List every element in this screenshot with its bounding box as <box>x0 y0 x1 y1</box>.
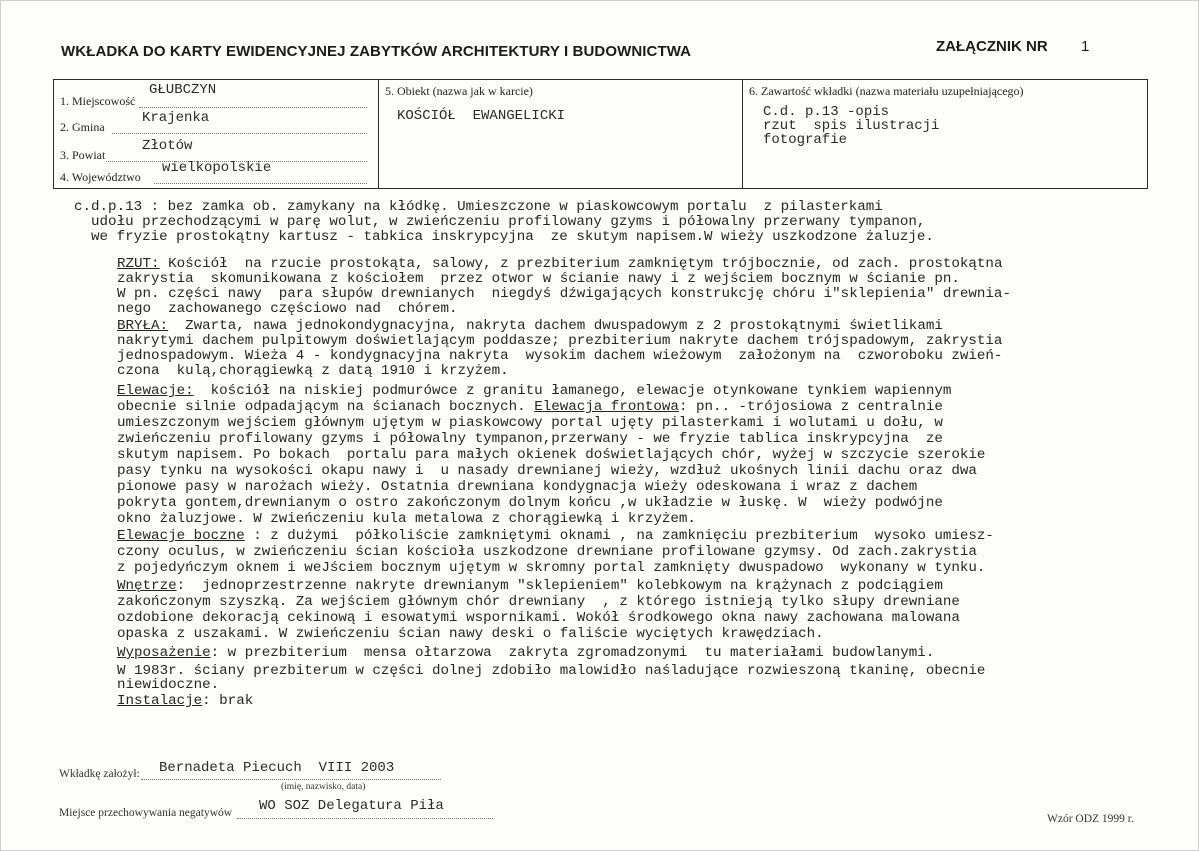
obiekt-value: KOŚCIÓŁ EWANGELICKI <box>397 108 566 124</box>
object-box <box>378 79 742 189</box>
zawartosc-line-1: C.d. p.13 -opis <box>763 104 890 120</box>
body-line <box>117 384 951 399</box>
dotted-line <box>139 107 367 108</box>
body-line: we fryzie prostokątny kartusz - tabkica inskrypcyjna ze skutym napisem.W wieży uszkodzone żaluzje. <box>74 229 934 245</box>
body-line <box>117 319 943 334</box>
section-heading-instalacje: Instalacje <box>117 693 203 709</box>
body-line: z pojedyńczym oknem i weJściem bocznym ujętym w skromny portal zamknięty dwuspadowo wykonany w tynku. <box>117 560 986 576</box>
body-line: c.d.p.13 : bez zamka ob. zamykany na kłódkę. Umieszczone w piaskowcowym portalu z pilasterkami <box>74 199 883 215</box>
body-line: zakończonym szyszką. Za wejściem głównym chór drewniany , z którego istnieją tylko słupy drewniane <box>117 594 960 610</box>
wojewodztwo-label: 4. Województwo <box>60 170 141 184</box>
zawartosc-line-2: rzut spis ilustracji <box>763 118 940 134</box>
author-value: Bernadeta Piecuch VIII 2003 <box>159 760 395 776</box>
section-heading-wnetrze: Wnętrze <box>117 578 177 594</box>
body-text: obecnie silnie odpadającym na ścianach bocznych. <box>117 399 535 415</box>
body-text: Zwarta, nawa jednokondygnacyjna, nakryta dachem dwuspadowym z 2 prostokątnymi świetlikami <box>168 318 943 334</box>
section-heading-rzut: RZUT: <box>117 256 160 272</box>
body-line: zwieńczeniu profilowany gzyms i półowalny tympanon,przerwany - we fryzie tablica inskrypcyjna ze <box>117 431 943 447</box>
body-line: czony oculus, w zwieńczeniu ścian kościoła uszkodzone drewniane profilowane gzymsy. Od zach.zakrystia <box>117 544 977 560</box>
section-heading-bryla: BRYŁA: <box>117 318 169 334</box>
page-title: WKŁADKA DO KARTY EWIDENCYJNEJ ZABYTKÓW ARCHITEKTURY I BUDOWNICTWA <box>61 43 692 60</box>
body-line <box>117 257 1002 272</box>
form-version: Wzór ODZ 1999 r. <box>1047 813 1134 825</box>
body-text: Kościół na rzucie prostokąta, salowy, z prezbiterium zamkniętym trójbocznie, od zach. prostokątna <box>159 256 1003 272</box>
dotted-line <box>237 818 493 819</box>
body-line: W 1983r. ściany prezbiterum w części dolnej zdobiło malowidło naśladujące rozwieszoną tkaninę, obecnie <box>117 663 986 679</box>
body-text: : z dużymi półkoliście zamkniętymi oknami , na zamknięciu prezbiterium wysoko umiesz- <box>244 528 994 544</box>
body-line: W pn. części nawy para słupów drewnianych niegdyś dźwigających konstrukcję chóru i"sklepienia" drewnia- <box>117 286 1011 302</box>
body-text: kościół na niskiej podmurówce z granitu łamanego, elewacje otynkowane tynkiem wapiennym <box>193 383 952 399</box>
body-line <box>117 694 253 709</box>
obiekt-label: 5. Obiekt (nazwa jak w karcie) <box>385 84 533 98</box>
body-text: : brak <box>202 693 254 709</box>
section-heading-elewacja-frontowa: Elewacja frontowa <box>534 399 679 415</box>
section-heading-elewacje: Elewacje: <box>117 383 194 399</box>
body-line: czona kulą,chorągiewką z datą 1910 i krzyżem. <box>117 363 509 379</box>
storage-value: WO SOZ Delegatura Piła <box>259 798 444 814</box>
attachment-number: 1 <box>1081 38 1090 55</box>
dotted-line <box>154 183 367 184</box>
section-heading-elewacje-boczne: Elewacje boczne <box>117 528 245 544</box>
contents-box <box>742 79 1148 189</box>
body-line: nakrytymi dachem pulpitowym doświetlającym poddasze; prezbiterium nakryte dachem trójspadowym, zakrystia <box>117 333 1003 349</box>
body-line: skutym napisem. Po bokach portalu para małych okienek doświetlających chór, wyżej w szczycie szerokie <box>117 447 986 463</box>
body-line: zakrystia skomunikowana z kościołem przez otwor w ścianie nawy i z wejściem bocznym w ścianie pn. <box>117 271 960 287</box>
section-heading-wyposazenie: Wyposażenie <box>117 645 211 661</box>
body-line: pasy tynku na wysokości okapu nawy i u nasady drewnianej wieży, wzdłuż ukośnych linii dachu oraz dwa <box>117 463 977 479</box>
body-line: okno żaluzjowe. W zwieńczeniu kula metalowa z chorągiewką i krzyżem. <box>117 511 696 527</box>
powiat-value: Złotów <box>142 138 193 154</box>
dotted-line <box>112 133 367 134</box>
storage-label: Miejsce przechowywania negatywów <box>59 807 233 819</box>
wojewodztwo-value: wielkopolskie <box>162 160 272 176</box>
zawartosc-label: 6. Zawartość wkładki (nazwa materiału uzupełniającego) <box>749 84 1024 98</box>
body-line: pokryta gontem,drewnianym o ostro zakończonym dolnym końcu ,w układzie w łuskę. W wieży podwójne <box>117 495 943 511</box>
body-line <box>117 579 943 594</box>
body-line: niewidoczne. <box>117 677 220 693</box>
powiat-label: 3. Powiat <box>60 148 106 162</box>
body-line: umieszczonym wejściem głównym ujętym w piaskowcowy portal ujęty pilasterkami i wolutami u dołu, w <box>117 415 943 431</box>
body-line: opaska z uszakami. W zwieńczeniu ścian nawy deski o faliście wyciętych krawędziach. <box>117 626 824 642</box>
body-line: jednospadowym. Wieża 4 - kondygnacyjna nakryta wysokim dachem wieżowym założonym na czworoboku zwień- <box>117 348 1003 364</box>
location-box <box>53 79 378 189</box>
body-line: pionowe pasy w narożach wieży. Ostatnia drewniana kondygnacja wieży odeskowana i wraz z dachem <box>117 479 918 495</box>
dotted-line <box>141 779 441 780</box>
body-text: : w prezbiterium mensa ołtarzowa zakryta zgromadzonymi tu materiałami budowlanymi. <box>210 645 935 661</box>
body-line: nego zachowanego częściowo nad chórem. <box>117 301 458 317</box>
body-line: ozdobione dekoracją cekinową i esowatymi wspornikami. Wokół środkowego okna nawy zachowana malowana <box>117 610 960 626</box>
zawartosc-line-3: fotografie <box>763 132 848 148</box>
body-line <box>117 646 934 661</box>
miejscowosc-label: 1. Miejscowość <box>60 94 136 108</box>
body-line <box>117 529 994 544</box>
body-line: udołu przechodzącymi w parę wolut, w zwieńczeniu profilowany gzyms i półowalny przerwany tympanon, <box>74 214 926 230</box>
miejscowosc-value: GŁUBCZYN <box>149 82 217 98</box>
body-text: : jednoprzestrzenne nakryte drewnianym "sklepieniem" kolebkowym na krążynach z podciągiem <box>176 578 943 594</box>
author-label: Wkładkę założył: <box>59 768 140 780</box>
body-text: : pn.. -trójosiowa z centralnie <box>678 399 943 415</box>
gmina-label: 2. Gmina <box>60 120 105 134</box>
attachment-label: ZAŁĄCZNIK NR <box>936 38 1048 55</box>
author-sublabel: (imię, nazwisko, data) <box>281 782 366 792</box>
body-line <box>117 400 943 415</box>
gmina-value: Krajenka <box>142 110 210 126</box>
